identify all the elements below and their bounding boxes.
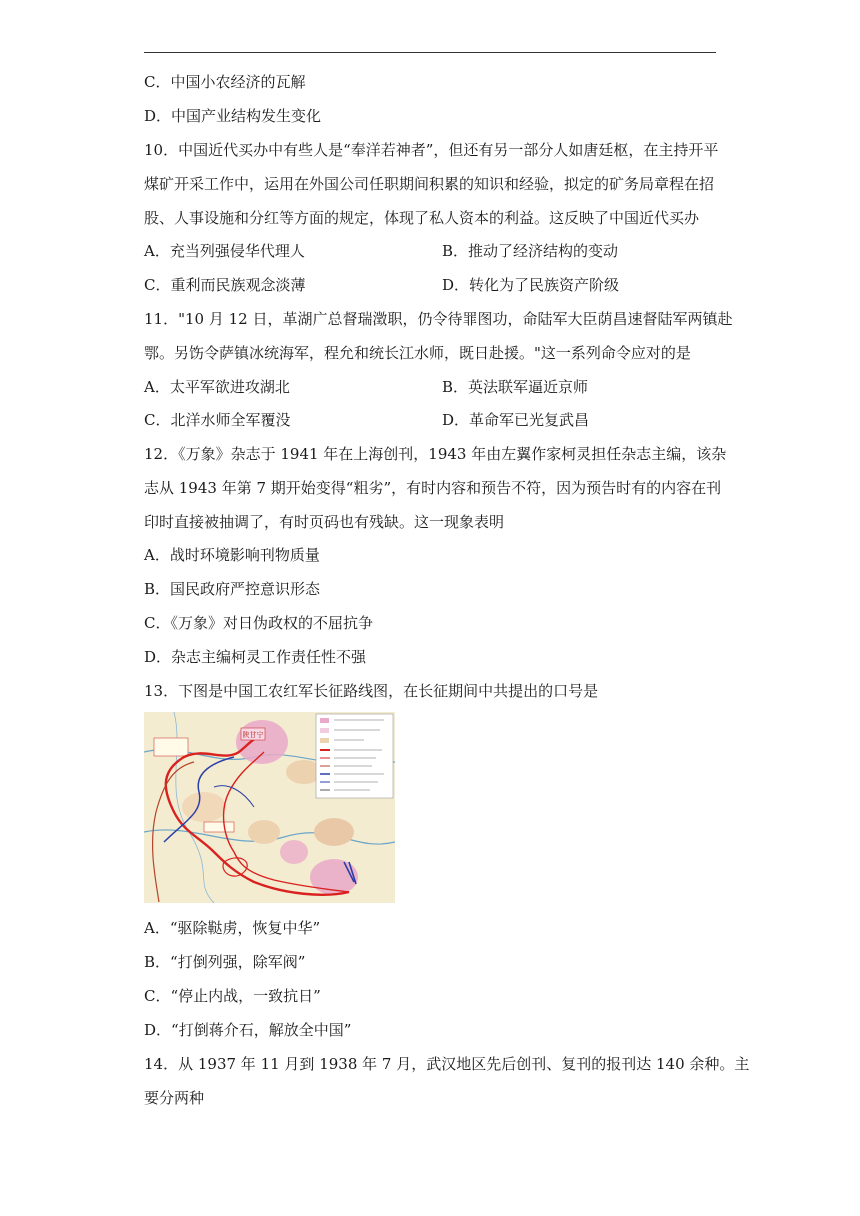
q13-option-d: D．“打倒蒋介石，解放全中国”	[144, 1021, 352, 1039]
header-rule	[144, 52, 716, 53]
q12-stem-line-2: 志从 1943 年第 7 期开始变得“粗劣”，有时内容和预告不符，因为预告时有的内容在刊	[144, 479, 722, 497]
q13-option-a: A．“驱除鞑虏，恢复中华”	[144, 919, 321, 937]
q10-option-d: D．转化为了民族资产阶级	[442, 276, 620, 294]
q11-stem-line-1: 11．"10 月 12 日，革湖广总督瑞澂职，仍令待罪图功，命陆军大臣荫昌速督陆军两镇赴	[144, 310, 733, 328]
q12-option-c: C．《万象》对日伪政权的不屈抗争	[144, 614, 373, 632]
q9-option-c: C．中国小农经济的瓦解	[144, 73, 306, 91]
q12-option-b: B．国民政府严控意识形态	[144, 580, 321, 598]
q14-stem-line-1: 14．从 1937 年 11 月到 1938 年 7 月，武汉地区先后创刊、复刊的报刊达 140 余种。主	[144, 1055, 750, 1073]
q13-option-c: C．“停止内战，一致抗日”	[144, 987, 321, 1005]
q11-option-d: D．革命军已光复武昌	[442, 411, 590, 429]
q11-option-c: C．北洋水师全军覆没	[144, 411, 291, 429]
q14-stem-line-2: 要分两种	[144, 1089, 205, 1107]
q10-option-a: A．充当列强侵华代理人	[144, 242, 305, 260]
map-stamp-label: 陕甘宁	[242, 731, 264, 739]
q12-option-a: A．战时环境影响刊物质量	[144, 546, 320, 564]
q11-option-a: A．太平军欲进攻湖北	[144, 378, 290, 396]
q13-option-b: B．“打倒列强，除军阀”	[144, 953, 306, 971]
long-march-route-map	[144, 712, 395, 903]
q12-stem-line-1: 12．《万象》杂志于 1941 年在上海创刊，1943 年由左翼作家柯灵担任杂志主编，该杂	[144, 445, 727, 463]
q11-option-b: B．英法联军逼近京师	[442, 378, 589, 396]
q10-option-c: C．重利而民族观念淡薄	[144, 276, 306, 294]
q9-option-d: D．中国产业结构发生变化	[144, 107, 322, 125]
q11-stem-line-2: 鄂。另饬令萨镇冰统海军，程允和统长江水师，既日赴援。"这一系列命令应对的是	[144, 344, 691, 362]
q12-stem-line-3: 印时直接被抽调了，有时页码也有残缺。这一现象表明	[144, 513, 505, 531]
route-map-illustration	[144, 712, 395, 903]
q12-option-d: D．杂志主编柯灵工作责任性不强	[144, 648, 367, 666]
q10-stem-line-3: 股、人事设施和分红等方面的规定，体现了私人资本的利益。这反映了中国近代买办	[144, 209, 700, 227]
q10-stem-line-1: 10．中国近代买办中有些人是“奉洋若神者”，但还有另一部分人如唐廷枢，在主持开平	[144, 141, 719, 159]
q13-stem: 13．下图是中国工农红军长征路线图，在长征期间中共提出的口号是	[144, 682, 599, 700]
q10-stem-line-2: 煤矿开采工作中，运用在外国公司任职期间积累的知识和经验，拟定的矿务局章程在招	[144, 175, 715, 193]
q10-option-b: B．推动了经济结构的变动	[442, 242, 619, 260]
